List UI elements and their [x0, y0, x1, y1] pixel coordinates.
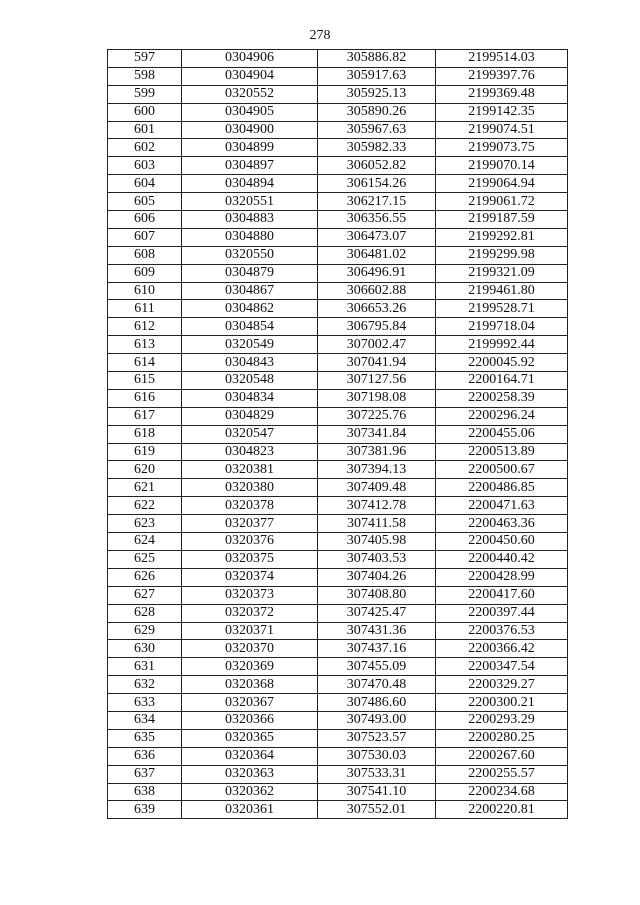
- y-coordinate-cell: 2200513.89: [436, 443, 568, 461]
- row-index-cell: 637: [108, 765, 182, 783]
- x-coordinate-cell: 305967.63: [318, 121, 436, 139]
- point-id-cell: 0320380: [182, 479, 318, 497]
- x-coordinate-cell: 307425.47: [318, 604, 436, 622]
- table-row: [108, 497, 568, 515]
- row-index-cell: 610: [108, 282, 182, 300]
- row-index-cell: 621: [108, 479, 182, 497]
- row-index-cell: 604: [108, 175, 182, 193]
- table-row: [108, 354, 568, 372]
- x-coordinate-cell: 307041.94: [318, 354, 436, 372]
- table-row: [108, 103, 568, 121]
- y-coordinate-cell: 2200347.54: [436, 658, 568, 676]
- x-coordinate-cell: 307455.09: [318, 658, 436, 676]
- table-row: [108, 50, 568, 68]
- x-coordinate-cell: 305925.13: [318, 85, 436, 103]
- point-id-cell: 0320374: [182, 568, 318, 586]
- table-row: [108, 193, 568, 211]
- point-id-cell: 0304880: [182, 228, 318, 246]
- y-coordinate-cell: 2200500.67: [436, 461, 568, 479]
- point-id-cell: 0304904: [182, 67, 318, 85]
- x-coordinate-cell: 305917.63: [318, 67, 436, 85]
- x-coordinate-cell: 306356.55: [318, 211, 436, 229]
- table-row: [108, 443, 568, 461]
- y-coordinate-cell: 2199321.09: [436, 264, 568, 282]
- point-id-cell: 0320366: [182, 711, 318, 729]
- point-id-cell: 0304899: [182, 139, 318, 157]
- x-coordinate-cell: 306217.15: [318, 193, 436, 211]
- row-index-cell: 609: [108, 264, 182, 282]
- y-coordinate-cell: 2199064.94: [436, 175, 568, 193]
- y-coordinate-cell: 2200376.53: [436, 622, 568, 640]
- table-row: [108, 694, 568, 712]
- table-row: [108, 747, 568, 765]
- y-coordinate-cell: 2199299.98: [436, 246, 568, 264]
- row-index-cell: 613: [108, 336, 182, 354]
- point-id-cell: 0320370: [182, 640, 318, 658]
- row-index-cell: 625: [108, 550, 182, 568]
- point-id-cell: 0304905: [182, 103, 318, 121]
- row-index-cell: 607: [108, 228, 182, 246]
- x-coordinate-cell: 307552.01: [318, 801, 436, 819]
- y-coordinate-cell: 2199718.04: [436, 318, 568, 336]
- y-coordinate-cell: 2200329.27: [436, 676, 568, 694]
- table-row: [108, 407, 568, 425]
- x-coordinate-cell: 307198.08: [318, 389, 436, 407]
- row-index-cell: 602: [108, 139, 182, 157]
- row-index-cell: 627: [108, 586, 182, 604]
- x-coordinate-cell: 307404.26: [318, 568, 436, 586]
- table-row: [108, 461, 568, 479]
- page-number: 278: [309, 28, 331, 43]
- y-coordinate-cell: 2200258.39: [436, 389, 568, 407]
- y-coordinate-cell: 2200471.63: [436, 497, 568, 515]
- table-row: [108, 85, 568, 103]
- y-coordinate-cell: 2199992.44: [436, 336, 568, 354]
- point-id-cell: 0304823: [182, 443, 318, 461]
- row-index-cell: 605: [108, 193, 182, 211]
- point-id-cell: 0320369: [182, 658, 318, 676]
- x-coordinate-cell: 307394.13: [318, 461, 436, 479]
- x-coordinate-cell: 306602.88: [318, 282, 436, 300]
- point-id-cell: 0304906: [182, 50, 318, 68]
- row-index-cell: 628: [108, 604, 182, 622]
- y-coordinate-cell: 2200045.92: [436, 354, 568, 372]
- y-coordinate-cell: 2199074.51: [436, 121, 568, 139]
- row-index-cell: 598: [108, 67, 182, 85]
- row-index-cell: 624: [108, 533, 182, 551]
- table-row: [108, 533, 568, 551]
- row-index-cell: 616: [108, 389, 182, 407]
- row-index-cell: 639: [108, 801, 182, 819]
- x-coordinate-cell: 307002.47: [318, 336, 436, 354]
- table-row: [108, 389, 568, 407]
- point-id-cell: 0320377: [182, 515, 318, 533]
- table-row: [108, 67, 568, 85]
- row-index-cell: 622: [108, 497, 182, 515]
- table-row: [108, 425, 568, 443]
- point-id-cell: 0320376: [182, 533, 318, 551]
- y-coordinate-cell: 2199292.81: [436, 228, 568, 246]
- x-coordinate-cell: 307437.16: [318, 640, 436, 658]
- table-row: [108, 729, 568, 747]
- row-index-cell: 617: [108, 407, 182, 425]
- x-coordinate-cell: 305890.26: [318, 103, 436, 121]
- x-coordinate-cell: 306154.26: [318, 175, 436, 193]
- row-index-cell: 638: [108, 783, 182, 801]
- row-index-cell: 611: [108, 300, 182, 318]
- point-id-cell: 0320362: [182, 783, 318, 801]
- row-index-cell: 618: [108, 425, 182, 443]
- y-coordinate-cell: 2200164.71: [436, 372, 568, 390]
- x-coordinate-cell: 307530.03: [318, 747, 436, 765]
- point-id-cell: 0320373: [182, 586, 318, 604]
- table-row: [108, 604, 568, 622]
- y-coordinate-cell: 2199061.72: [436, 193, 568, 211]
- y-coordinate-cell: 2199369.48: [436, 85, 568, 103]
- point-id-cell: 0320361: [182, 801, 318, 819]
- y-coordinate-cell: 2200366.42: [436, 640, 568, 658]
- row-index-cell: 603: [108, 157, 182, 175]
- x-coordinate-cell: 306653.26: [318, 300, 436, 318]
- table-row: [108, 300, 568, 318]
- x-coordinate-cell: 305886.82: [318, 50, 436, 68]
- table-row: [108, 586, 568, 604]
- row-index-cell: 635: [108, 729, 182, 747]
- point-id-cell: 0320551: [182, 193, 318, 211]
- y-coordinate-cell: 2200417.60: [436, 586, 568, 604]
- y-coordinate-cell: 2199397.76: [436, 67, 568, 85]
- x-coordinate-cell: 307486.60: [318, 694, 436, 712]
- table-row: [108, 711, 568, 729]
- row-index-cell: 614: [108, 354, 182, 372]
- row-index-cell: 630: [108, 640, 182, 658]
- point-id-cell: 0320547: [182, 425, 318, 443]
- table-row: [108, 622, 568, 640]
- x-coordinate-cell: 307523.57: [318, 729, 436, 747]
- row-index-cell: 620: [108, 461, 182, 479]
- x-coordinate-cell: 307408.80: [318, 586, 436, 604]
- x-coordinate-cell: 307403.53: [318, 550, 436, 568]
- y-coordinate-cell: 2200296.24: [436, 407, 568, 425]
- point-id-cell: 0320372: [182, 604, 318, 622]
- point-id-cell: 0304894: [182, 175, 318, 193]
- row-index-cell: 608: [108, 246, 182, 264]
- point-id-cell: 0320371: [182, 622, 318, 640]
- point-id-cell: 0320550: [182, 246, 318, 264]
- x-coordinate-cell: 307381.96: [318, 443, 436, 461]
- y-coordinate-cell: 2199073.75: [436, 139, 568, 157]
- y-coordinate-cell: 2199070.14: [436, 157, 568, 175]
- y-coordinate-cell: 2199142.35: [436, 103, 568, 121]
- point-id-cell: 0304862: [182, 300, 318, 318]
- x-coordinate-cell: 306481.02: [318, 246, 436, 264]
- x-coordinate-cell: 307411.58: [318, 515, 436, 533]
- x-coordinate-cell: 306496.91: [318, 264, 436, 282]
- row-index-cell: 636: [108, 747, 182, 765]
- point-id-cell: 0320552: [182, 85, 318, 103]
- point-id-cell: 0320375: [182, 550, 318, 568]
- row-index-cell: 619: [108, 443, 182, 461]
- table-row: [108, 676, 568, 694]
- point-id-cell: 0320365: [182, 729, 318, 747]
- point-id-cell: 0320368: [182, 676, 318, 694]
- coordinates-table: [107, 49, 568, 819]
- table-row: [108, 157, 568, 175]
- point-id-cell: 0304900: [182, 121, 318, 139]
- table-row: [108, 121, 568, 139]
- x-coordinate-cell: 305982.33: [318, 139, 436, 157]
- x-coordinate-cell: 306052.82: [318, 157, 436, 175]
- point-id-cell: 0304867: [182, 282, 318, 300]
- y-coordinate-cell: 2200300.21: [436, 694, 568, 712]
- table-row: [108, 372, 568, 390]
- point-id-cell: 0304843: [182, 354, 318, 372]
- y-coordinate-cell: 2199187.59: [436, 211, 568, 229]
- table-row: [108, 246, 568, 264]
- table-row: [108, 515, 568, 533]
- y-coordinate-cell: 2200267.60: [436, 747, 568, 765]
- table-row: [108, 228, 568, 246]
- row-index-cell: 599: [108, 85, 182, 103]
- row-index-cell: 631: [108, 658, 182, 676]
- point-id-cell: 0304897: [182, 157, 318, 175]
- x-coordinate-cell: 307409.48: [318, 479, 436, 497]
- point-id-cell: 0320364: [182, 747, 318, 765]
- x-coordinate-cell: 307470.48: [318, 676, 436, 694]
- y-coordinate-cell: 2200234.68: [436, 783, 568, 801]
- y-coordinate-cell: 2200455.06: [436, 425, 568, 443]
- table-row: [108, 175, 568, 193]
- point-id-cell: 0304854: [182, 318, 318, 336]
- row-index-cell: 601: [108, 121, 182, 139]
- row-index-cell: 632: [108, 676, 182, 694]
- x-coordinate-cell: 307533.31: [318, 765, 436, 783]
- point-id-cell: 0304834: [182, 389, 318, 407]
- table-row: [108, 783, 568, 801]
- row-index-cell: 629: [108, 622, 182, 640]
- row-index-cell: 634: [108, 711, 182, 729]
- x-coordinate-cell: 307493.00: [318, 711, 436, 729]
- row-index-cell: 615: [108, 372, 182, 390]
- x-coordinate-cell: 307405.98: [318, 533, 436, 551]
- table-row: [108, 211, 568, 229]
- row-index-cell: 606: [108, 211, 182, 229]
- x-coordinate-cell: 307431.36: [318, 622, 436, 640]
- point-id-cell: 0320367: [182, 694, 318, 712]
- row-index-cell: 597: [108, 50, 182, 68]
- table-row: [108, 139, 568, 157]
- y-coordinate-cell: 2200220.81: [436, 801, 568, 819]
- y-coordinate-cell: 2200450.60: [436, 533, 568, 551]
- row-index-cell: 612: [108, 318, 182, 336]
- table-row: [108, 568, 568, 586]
- x-coordinate-cell: 307225.76: [318, 407, 436, 425]
- table-row: [108, 479, 568, 497]
- point-id-cell: 0320381: [182, 461, 318, 479]
- row-index-cell: 633: [108, 694, 182, 712]
- y-coordinate-cell: 2199514.03: [436, 50, 568, 68]
- row-index-cell: 623: [108, 515, 182, 533]
- table-row: [108, 765, 568, 783]
- table-row: [108, 640, 568, 658]
- row-index-cell: 626: [108, 568, 182, 586]
- point-id-cell: 0320549: [182, 336, 318, 354]
- point-id-cell: 0320548: [182, 372, 318, 390]
- table-row: [108, 658, 568, 676]
- point-id-cell: 0304829: [182, 407, 318, 425]
- point-id-cell: 0320378: [182, 497, 318, 515]
- y-coordinate-cell: 2200486.85: [436, 479, 568, 497]
- y-coordinate-cell: 2200255.57: [436, 765, 568, 783]
- y-coordinate-cell: 2199528.71: [436, 300, 568, 318]
- x-coordinate-cell: 306473.07: [318, 228, 436, 246]
- table-row: [108, 336, 568, 354]
- x-coordinate-cell: 307412.78: [318, 497, 436, 515]
- point-id-cell: 0304879: [182, 264, 318, 282]
- table-row: [108, 801, 568, 819]
- x-coordinate-cell: 307541.10: [318, 783, 436, 801]
- coordinates-table-body: [108, 50, 568, 819]
- y-coordinate-cell: 2199461.80: [436, 282, 568, 300]
- table-row: [108, 318, 568, 336]
- table-row: [108, 282, 568, 300]
- point-id-cell: 0304883: [182, 211, 318, 229]
- y-coordinate-cell: 2200440.42: [436, 550, 568, 568]
- y-coordinate-cell: 2200397.44: [436, 604, 568, 622]
- table-row: [108, 264, 568, 282]
- point-id-cell: 0320363: [182, 765, 318, 783]
- y-coordinate-cell: 2200428.99: [436, 568, 568, 586]
- x-coordinate-cell: 307127.56: [318, 372, 436, 390]
- table-row: [108, 550, 568, 568]
- y-coordinate-cell: 2200293.29: [436, 711, 568, 729]
- x-coordinate-cell: 306795.84: [318, 318, 436, 336]
- x-coordinate-cell: 307341.84: [318, 425, 436, 443]
- row-index-cell: 600: [108, 103, 182, 121]
- y-coordinate-cell: 2200463.36: [436, 515, 568, 533]
- y-coordinate-cell: 2200280.25: [436, 729, 568, 747]
